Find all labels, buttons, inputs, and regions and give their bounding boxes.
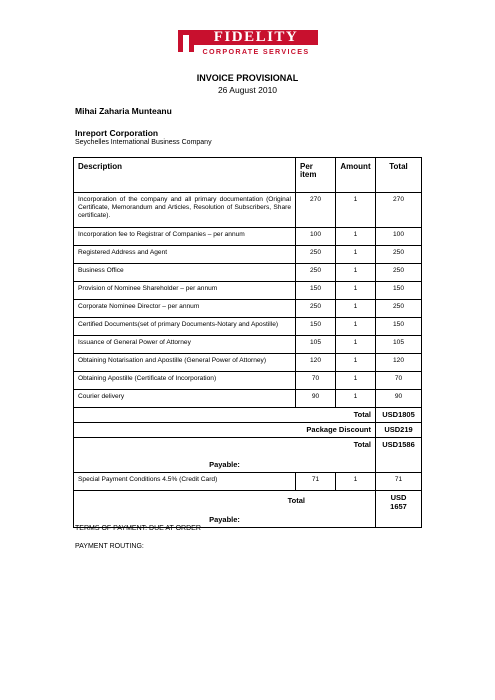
invoice-title: INVOICE PROVISIONAL [196,73,299,83]
row-total: 150 [376,318,422,336]
row-description: Obtaining Apostille (Certificate of Incorporation) [74,372,296,390]
row-per-item: 70 [296,372,336,390]
row-description: Incorporation of the company and all primary documentation (Original Certificate, Memorandum and Articles, Resolution of Subscribers, Share certificate). [74,193,296,228]
header-total: Total [376,158,422,193]
total-value: USD1805 [376,408,422,423]
row-per-item: 270 [296,193,336,228]
fidelity-logo [178,30,318,60]
payable-row [74,438,422,473]
table-row [74,246,422,264]
row-total: 120 [376,354,422,372]
header-amount: Amount [336,158,376,193]
table-row [74,336,422,354]
logo-mark-icon [178,30,194,52]
row-total: 270 [376,193,422,228]
row-description: Issuance of General Power of Attorney [74,336,296,354]
table-row [74,372,422,390]
table-row [74,300,422,318]
row-description: Provision of Nominee Shareholder – per annum [74,282,296,300]
payable-label: Payable: [209,460,240,470]
special-per-item: 71 [296,473,336,491]
special-description: Special Payment Conditions 4.5% (Credit Card) [74,473,296,491]
row-per-item: 90 [296,390,336,408]
payable-total-label: Total [353,440,371,450]
table-row [74,193,422,228]
table-header-row [74,158,422,193]
final-payable-row [74,491,422,528]
table-row [74,354,422,372]
invoice-table [73,157,422,528]
final-payable-total-label: Total [287,496,305,506]
invoice-date: 26 August 2010 [217,85,278,95]
final-payable-currency: USD [390,493,407,503]
row-per-item: 250 [296,246,336,264]
row-per-item: 150 [296,318,336,336]
row-amount: 1 [336,228,376,246]
client-company-type: Seychelles International Business Company [75,139,212,146]
row-total: 105 [376,336,422,354]
header-per-item: Per item [296,158,336,193]
row-per-item: 100 [296,228,336,246]
logo-tagline: CORPORATE SERVICES [202,47,310,56]
table-row [74,390,422,408]
row-amount: 1 [336,390,376,408]
row-amount: 1 [336,318,376,336]
final-payable-label: Payable: [209,515,240,525]
final-payable-amount: 1657 [390,501,407,511]
row-amount: 1 [336,372,376,390]
discount-value: USD219 [376,423,422,438]
discount-row [74,423,422,438]
row-per-item: 150 [296,282,336,300]
row-total: 90 [376,390,422,408]
row-per-item: 105 [296,336,336,354]
row-description: Obtaining Notarisation and Apostille (General Power of Attorney) [74,354,296,372]
special-total: 71 [376,473,422,491]
row-total: 250 [376,264,422,282]
row-description: Corporate Nominee Director – per annum [74,300,296,318]
row-total: 70 [376,372,422,390]
row-amount: 1 [336,300,376,318]
row-description: Courier delivery [74,390,296,408]
terms-of-payment: TERMS OF PAYMENT: DUE AT ORDER [75,525,201,532]
final-payable-value [376,491,422,528]
row-per-item: 250 [296,264,336,282]
payment-routing: PAYMENT ROUTING: [75,543,144,550]
row-amount: 1 [336,354,376,372]
row-amount: 1 [336,282,376,300]
total-row [74,408,422,423]
logo-wordmark: FIDELITY [194,30,318,45]
client-company: Inreport Corporation [75,128,159,138]
row-per-item: 250 [296,300,336,318]
row-description: Incorporation fee to Registrar of Companies – per annum [74,228,296,246]
row-amount: 1 [336,264,376,282]
payable-label-cell [74,438,376,473]
row-amount: 1 [336,246,376,264]
special-row [74,473,422,491]
total-label: Total [74,408,376,423]
row-description: Business Office [74,264,296,282]
table-row [74,318,422,336]
final-payable-label-cell [74,491,376,528]
table-row [74,282,422,300]
row-total: 100 [376,228,422,246]
row-total: 250 [376,300,422,318]
row-per-item: 120 [296,354,336,372]
discount-label: Package Discount [74,423,376,438]
row-description: Registered Address and Agent [74,246,296,264]
row-description: Certified Documents(set of primary Documents-Notary and Apostille) [74,318,296,336]
row-total: 150 [376,282,422,300]
header-description: Description [74,158,296,193]
payable-value: USD1586 [376,438,422,473]
row-total: 250 [376,246,422,264]
special-amount: 1 [336,473,376,491]
client-name: Mihai Zaharia Munteanu [75,106,172,116]
row-amount: 1 [336,193,376,228]
table-row [74,264,422,282]
row-amount: 1 [336,336,376,354]
table-row [74,228,422,246]
